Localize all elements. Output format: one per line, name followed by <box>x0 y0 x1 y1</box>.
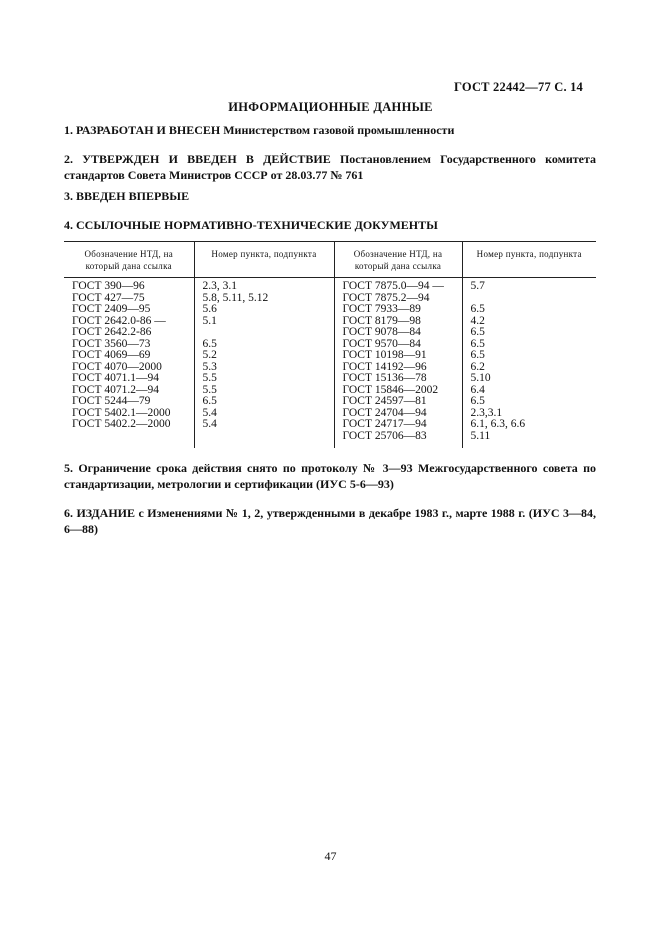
item-text: Постановлением Государственного комитета стандартов Совета Министров СССР от 28.03.77 № 761 <box>64 152 596 182</box>
point-ref: 5.5 <box>202 383 217 396</box>
table-header-row <box>64 242 596 278</box>
item-number: 5. <box>64 461 73 475</box>
header-point-right: Номер пункта, подпункта <box>462 242 596 278</box>
item-number: 2. <box>64 152 73 166</box>
info-item-validity <box>64 460 596 492</box>
references-table <box>64 241 596 448</box>
item-text: ИЗДАНИЕ с Изменениями № 1, 2, утвержденными в декабре 1983 г., марте 1988 г. (ИУС 3—84, 6—88) <box>64 506 597 536</box>
header-ntd-left: Обозначение НТД, на который дана ссылка <box>64 242 194 278</box>
doc-ref: ГОСТ 3560—73 <box>72 337 151 350</box>
point-ref: 6.5 <box>470 337 485 350</box>
doc-ref: ГОСТ 427—75 <box>72 291 145 304</box>
doc-ref: ГОСТ 10198—91 <box>342 349 427 361</box>
point-ref: 6.2 <box>470 360 485 373</box>
doc-ref: ГОСТ 15846—2002 <box>342 383 439 396</box>
item-number: 1. <box>64 123 73 137</box>
point-ref: 6.5 <box>202 395 217 407</box>
point-ref <box>203 327 328 339</box>
doc-ref: ГОСТ 390—96 <box>72 280 145 292</box>
doc-ref: ГОСТ 15136—78 <box>342 372 427 384</box>
item-text: Министерством газовой промышленности <box>223 123 455 137</box>
doc-ref: ГОСТ 9570—84 <box>342 337 421 350</box>
item-lead: УТВЕРЖДЕН И ВВЕДЕН В ДЕЙСТВИЕ <box>82 152 331 166</box>
point-ref: 6.5 <box>202 337 217 350</box>
info-item-references <box>64 217 596 233</box>
point-ref: 5.2 <box>202 349 217 361</box>
doc-ref: ГОСТ 4071.2—94 <box>72 383 160 396</box>
point-ref: 6.4 <box>470 383 485 396</box>
point-ref <box>471 293 591 305</box>
point-ref: 6.5 <box>470 303 485 315</box>
point-ref: 5.8, 5.11, 5.12 <box>202 291 269 304</box>
left-points-cell <box>194 278 334 449</box>
item-lead: ССЫЛОЧНЫЕ НОРМАТИВНО-ТЕХНИЧЕСКИЕ ДОКУМЕНТЫ <box>76 218 438 232</box>
doc-ref: ГОСТ 24704—94 <box>342 406 427 419</box>
item-number: 3. <box>64 189 73 203</box>
doc-ref: ГОСТ 2642.2-86 <box>72 326 152 338</box>
item-number: 6. <box>64 506 73 520</box>
doc-ref: ГОСТ 25706—83 <box>342 429 427 442</box>
point-ref: 6.1, 6.3, 6.6 <box>470 418 526 430</box>
point-ref: 5.10 <box>470 372 491 384</box>
item-text: Ограничение срока действия снято по протоколу № 3—93 Межгосударственного совета по стандартизации, метрологии и сертификации (ИУС 5-6—93) <box>64 461 596 491</box>
point-ref: 6.5 <box>470 326 485 338</box>
doc-ref: ГОСТ 5402.2—2000 <box>72 418 171 430</box>
right-docs-cell <box>334 278 462 449</box>
doc-ref: ГОСТ 7875.2—94 <box>342 291 430 304</box>
doc-ref: ГОСТ 7933—89 <box>342 303 421 315</box>
item-lead: ВВЕДЕН ВПЕРВЫЕ <box>76 189 190 203</box>
doc-ref: ГОСТ 5402.1—2000 <box>72 406 171 419</box>
point-ref: 5.4 <box>202 406 217 419</box>
point-ref: 5.1 <box>202 314 217 327</box>
point-ref: 5.5 <box>202 372 217 384</box>
point-ref: 2.3,3.1 <box>470 406 503 419</box>
left-docs-cell <box>64 278 194 449</box>
right-points-cell <box>462 278 596 449</box>
doc-ref: ГОСТ 24717—94 <box>342 418 427 430</box>
point-ref: 6.5 <box>470 349 485 361</box>
page-title: ИНФОРМАЦИОННЫЕ ДАННЫЕ <box>228 100 433 114</box>
info-item-approved <box>64 151 596 183</box>
doc-ref: ГОСТ 5244—79 <box>72 395 151 407</box>
doc-ref: ГОСТ 24597—81 <box>342 395 427 407</box>
doc-ref: ГОСТ 9078—84 <box>342 326 421 338</box>
page-number: 47 <box>324 849 337 863</box>
header-ntd-right: Обозначение НТД, на который дана ссылка <box>334 242 462 278</box>
doc-ref: ГОСТ 4071.1—94 <box>72 372 160 384</box>
doc-ref: ГОСТ 2642.0-86 — <box>72 314 166 327</box>
info-item-developed <box>64 122 596 138</box>
point-ref: 6.5 <box>470 395 485 407</box>
point-ref: 5.11 <box>470 429 491 442</box>
doc-ref: ГОСТ 8179—98 <box>342 314 421 327</box>
doc-ref: ГОСТ 4070—2000 <box>72 360 162 373</box>
header-point-left: Номер пункта, подпункта <box>194 242 334 278</box>
doc-ref: ГОСТ 4069—69 <box>72 349 151 361</box>
point-ref: 4.2 <box>470 314 485 327</box>
point-ref: 5.4 <box>202 418 217 430</box>
doc-ref: ГОСТ 2409—95 <box>72 303 151 315</box>
doc-ref: ГОСТ 14192—96 <box>342 360 427 373</box>
info-item-edition <box>64 505 596 537</box>
item-lead: РАЗРАБОТАН И ВНЕСЕН <box>76 123 221 137</box>
item-number: 4. <box>64 218 73 232</box>
point-ref: 5.6 <box>202 303 217 315</box>
table-row <box>64 278 596 449</box>
point-ref: 5.3 <box>202 360 217 373</box>
page-header-doc-ref: ГОСТ 22442—77 С. 14 <box>454 80 583 94</box>
point-ref: 5.7 <box>470 280 485 292</box>
doc-ref: ГОСТ 7875.0—94 — <box>342 280 444 292</box>
point-ref: 2.3, 3.1 <box>202 280 237 292</box>
info-item-first-introduced <box>64 188 596 204</box>
